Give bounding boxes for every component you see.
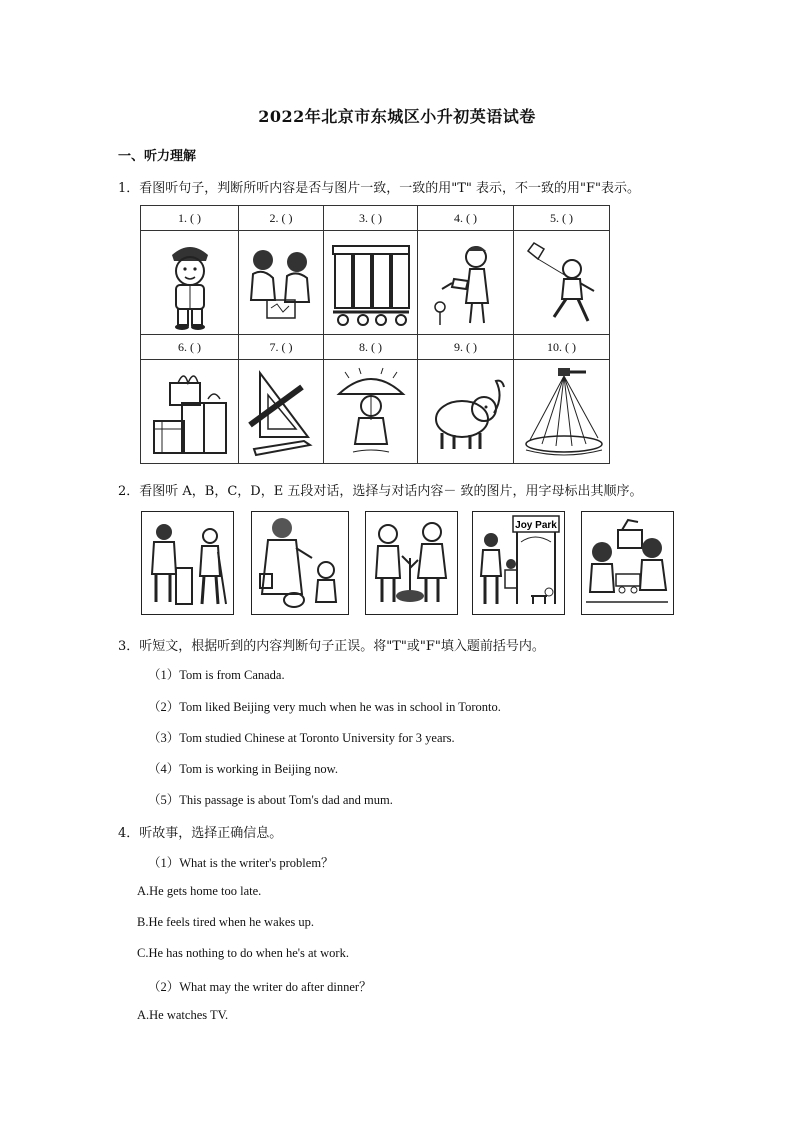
elephant-icon [424, 367, 508, 457]
elephant-picture [418, 360, 514, 464]
rulers-picture [239, 360, 324, 464]
police-officer-picture [141, 231, 239, 335]
q4-1-option-a[interactable]: A.He gets home too late. [137, 884, 262, 898]
page-title: 2022年北京市东城区小升初英语试卷 [258, 107, 536, 126]
recycling-bins-icon [329, 238, 413, 328]
grid-picture-row-2 [141, 360, 610, 464]
joy-park-sign: Joy Park [515, 520, 557, 531]
family-at-joy-park-icon [473, 512, 563, 612]
girl-under-umbrella-icon [331, 364, 411, 460]
people-cleaning-icon [142, 512, 232, 612]
question-4-text: 4．听故事，选择正确信息。 [118, 826, 283, 841]
umbrella-girl-picture [324, 360, 418, 464]
answer-cell-3[interactable]: 3. ( ) [324, 206, 418, 231]
woman-feeding-chickens-icon [252, 512, 347, 612]
q3-item-2: （2）Tom liked Beijing very much when he was in school in Toronto. [148, 700, 501, 714]
answer-cell-6[interactable]: 6. ( ) [141, 335, 239, 360]
girl-watering-flower-icon [428, 237, 504, 329]
children-planting-tree-icon [366, 512, 456, 612]
grid-label-row-1 [141, 206, 610, 231]
woman-chickens-picture [251, 511, 349, 615]
gift-boxes-picture [141, 360, 239, 464]
girl-watering-picture [418, 231, 514, 335]
answer-cell-2[interactable]: 2. ( ) [239, 206, 324, 231]
children-planting-picture [365, 511, 458, 615]
answer-cell-5[interactable]: 5. ( ) [514, 206, 610, 231]
answer-cell-10[interactable]: 10. ( ) [514, 335, 610, 360]
grid-picture-row-1 [141, 231, 610, 335]
recycling-bins-picture [324, 231, 418, 335]
question-3-text: 3．听短文，根据听到的内容判断句子正误。将"T"或"F"填入题前括号内。 [118, 639, 545, 654]
answer-cell-9[interactable]: 9. ( ) [418, 335, 514, 360]
grid-label-row-2 [141, 335, 610, 360]
children-with-toys-icon [582, 512, 672, 612]
question-1-text: 1．看图听句子，判断所听内容是否与图片一致，一致的用"T" 表示，不一致的用"F"表示。 [118, 181, 641, 196]
gift-boxes-icon [148, 365, 232, 459]
boy-kite-picture [514, 231, 610, 335]
people-cleaning-picture [141, 511, 234, 615]
q4-1-option-b[interactable]: B.He feels tired when he wakes up. [137, 915, 315, 929]
sprinkler-picture [514, 360, 610, 464]
q4-2-option-a[interactable]: A.He watches TV. [137, 1008, 229, 1022]
water-sprinkler-icon [520, 364, 604, 460]
joy-park-picture [472, 511, 565, 615]
answer-cell-8[interactable]: 8. ( ) [324, 335, 418, 360]
q3-item-3: （3）Tom studied Chinese at Toronto University for 3 years. [148, 731, 455, 745]
q3-item-4: （4）Tom is working in Beijing now. [148, 762, 338, 776]
question-1-grid [140, 205, 610, 464]
answer-cell-7[interactable]: 7. ( ) [239, 335, 324, 360]
children-toys-picture [581, 511, 674, 615]
q3-item-1: （1）Tom is from Canada. [148, 668, 285, 682]
q4-1-option-c[interactable]: C.He has nothing to do when he's at work. [137, 946, 349, 960]
answer-cell-4[interactable]: 4. ( ) [418, 206, 514, 231]
boy-flying-kite-icon [524, 237, 600, 329]
question-2-text: 2．看图听 A，B，C，D，E 五段对话，选择与对话内容－ 致的图片，用字母标出其顺序。 [118, 484, 643, 499]
children-drawing-picture [239, 231, 324, 335]
police-officer-icon [160, 235, 220, 331]
children-drawing-icon [243, 238, 319, 328]
section-heading: 一、听力理解 [118, 149, 197, 164]
q4-sub-question-2: （2）What may the writer do after dinner？ [148, 980, 372, 994]
answer-cell-1[interactable]: 1. ( ) [141, 206, 239, 231]
q4-sub-question-1: （1）What is the writer's problem？ [148, 856, 334, 870]
q3-item-5: （5）This passage is about Tom's dad and mum. [148, 793, 393, 807]
rulers-and-pencil-icon [244, 367, 318, 457]
